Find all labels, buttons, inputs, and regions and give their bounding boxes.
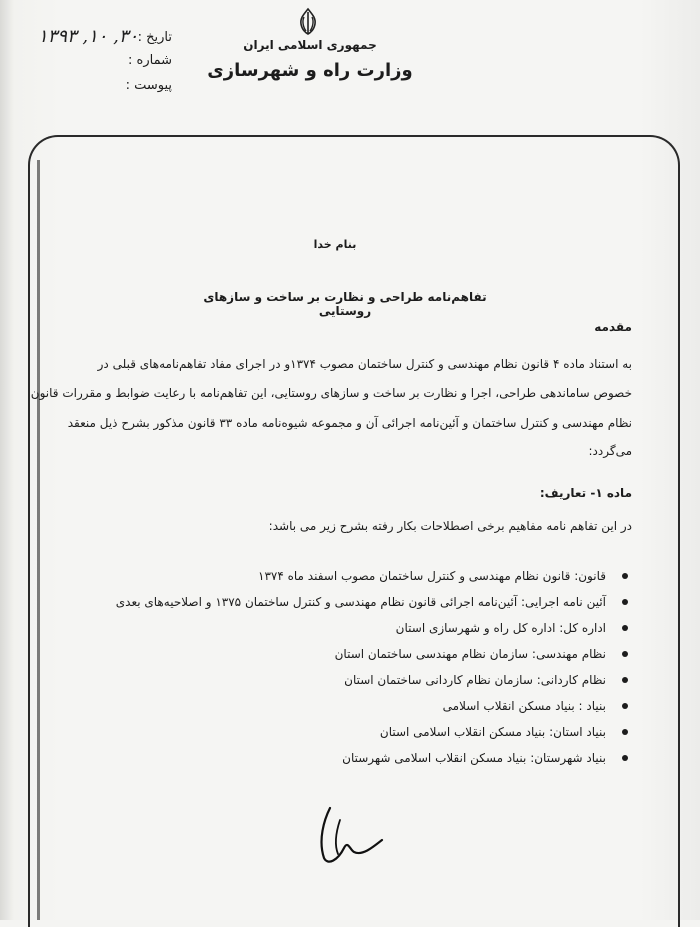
definitions-list [116,563,628,771]
definition-text: نظام مهندسی: سازمان نظام مهندسی ساختمان استان [334,647,606,661]
bullet-icon [622,599,628,605]
list-item [116,667,628,693]
document-title: تفاهم‌نامه طراحی و نظارت بر ساخت و سازهای روستایی [203,290,487,318]
bullet-icon [622,625,628,631]
list-item [116,745,628,771]
iran-emblem-icon [294,6,322,36]
list-item [116,589,628,615]
attachment-label: پیوست : [125,78,172,93]
bullet-icon [622,703,628,709]
ministry-name: وزارت راه و شهرسازی [207,60,413,81]
definition-text: بنیاد شهرستان: بنیاد مسکن انقلاب اسلامی شهرستان [342,751,606,765]
list-item [116,719,628,745]
date-label: تاریخ : [137,30,172,45]
bullet-icon [622,677,628,683]
bullet-icon [622,755,628,761]
intro-line: نظام مهندسی و کنترل ساختمان و آئین‌نامه اجرائی آن و مجموعه شیوه‌نامه ماده ۳۳ قانون مذکور بشرح ذیل منعقد [67,416,632,430]
intro-line: می‌گردد: [588,444,632,458]
frame-left-edge [37,160,40,920]
definitions-intro: در این تفاهم نامه مفاهیم برخی اصطلاحات بکار رفته بشرح زیر می باشد: [268,519,632,533]
intro-line: به استناد ماده ۴ قانون نظام مهندسی و کنترل ساختمان مصوب ۱۳۷۴و در اجرای مفاد تفاهم‌نامه‌های قبلی در [97,357,632,371]
government-name: جمهوری اسلامی ایران [243,38,377,52]
list-item [116,641,628,667]
invocation: بنام خدا [313,238,357,251]
number-label: شماره : [128,53,172,68]
list-item [116,563,628,589]
article-heading: ماده ۱- تعاریف: [539,486,632,500]
intro-heading: مقدمه [594,320,632,334]
signature-icon [310,800,390,870]
definition-text: بنیاد : بنیاد مسکن انقلاب اسلامی [442,699,606,713]
intro-line: خصوص ساماندهی طراحی، اجرا و نظارت بر ساخت و سازهای روستایی، این تفاهم‌نامه با رعایت ضوابط و مقررات قانون [30,386,632,400]
bullet-icon [622,729,628,735]
definition-text: اداره کل: اداره کل راه و شهرسازی استان [395,621,606,635]
definition-text: بنیاد استان: بنیاد مسکن انقلاب اسلامی استان [379,725,606,739]
bullet-icon [622,651,628,657]
definition-text: قانون: قانون نظام مهندسی و کنترل ساختمان مصوب اسفند ماه ۱۳۷۴ [258,569,606,583]
list-item [116,693,628,719]
handwritten-date: ۱۳۹۳ ,۱۰ ,۳۰ [38,26,139,47]
definition-text: نظام کاردانی: سازمان نظام کاردانی ساختمان استان [344,673,606,687]
bullet-icon [622,573,628,579]
definition-text: آئین نامه اجرایی: آئین‌نامه اجرائی قانون نظام مهندسی و کنترل ساختمان ۱۳۷۵ و اصلاحیه‌های بعدی [115,595,606,609]
list-item [116,615,628,641]
